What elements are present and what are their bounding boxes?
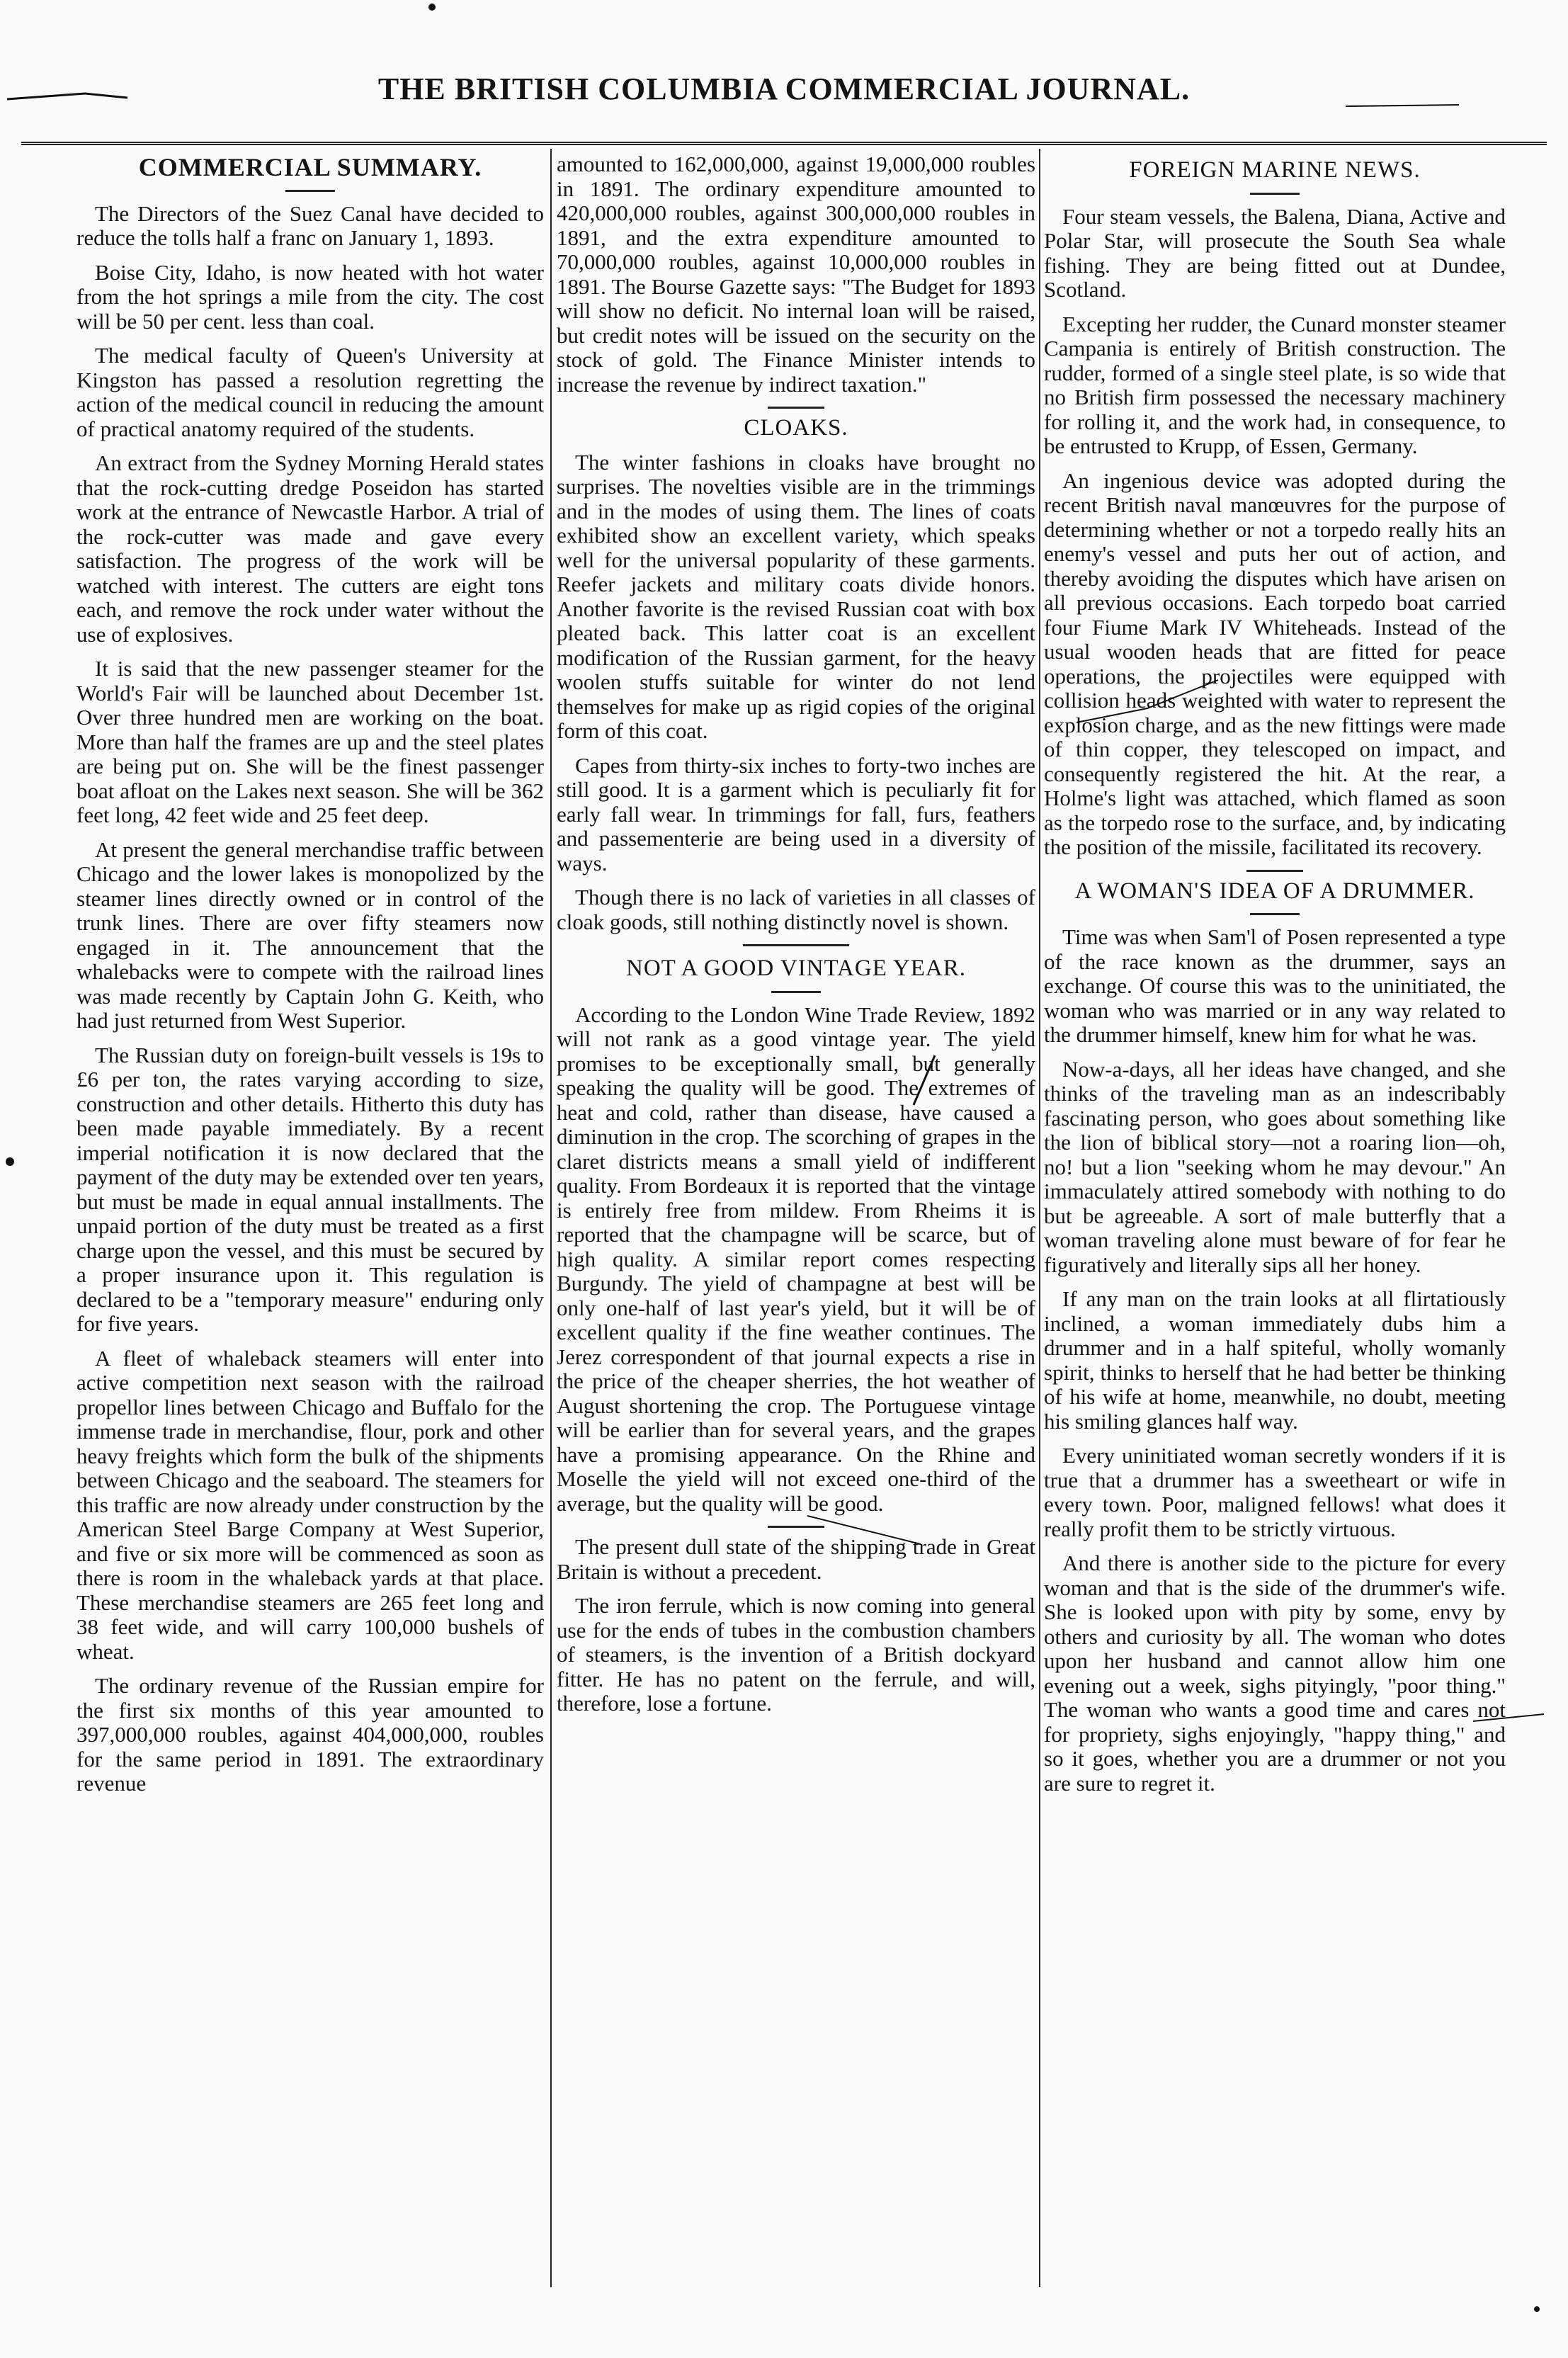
section-divider xyxy=(743,944,849,946)
article-paragraph: And there is another side to the picture for every woman and that is the side of the drummer's wife. She is looked upon with pity by some, envy by others and curiosity by all. The woman who dotes upon her husband and cannot allow him one evening out a week, sighs pityingly, "poor thing." The woman who wants a good time and cares not for propriety, sighs enjoyingly, "happy thing," and so it goes, whether you are a drummer or not you are sure to regret it. xyxy=(1044,1551,1506,1796)
article-paragraph: Four steam vessels, the Balena, Diana, Active and Polar Star, will prosecute the South Sea whale fishing. They are being fitted out at Dundee, Scotland. xyxy=(1044,203,1506,302)
article-paragraph: Now-a-days, all her ideas have changed, and she thinks of the traveling man as an indescribably fascinating person, who goes about something like the lion of biblical story—not a roaring lion—oh, no! but a lion "seeking whom he may devour." An immaculately attired somebody with nothing to do but be agreeable. A sort of male butterfly that a woman traveling alone must beware of for fear he figuratively and literally sips all her honey. xyxy=(1044,1056,1506,1277)
article-title: CLOAKS. xyxy=(744,415,848,441)
section-divider xyxy=(1246,870,1303,872)
article-paragraph: Excepting her rudder, the Cunard monster steamer Campania is entirely of British construction. The rudder, formed of a single steel plate, is so wide that no British firm possessed the necessary machinery for rolling it, and the work had, in consequence, to be entrusted to Krupp, of Essen, Germany. xyxy=(1044,311,1506,458)
masthead-title: THE BRITISH COLUMBIA COMMERCIAL JOURNAL. xyxy=(377,72,1191,106)
article-paragraph: If any man on the train looks at all flirtatiously inclined, a woman immediately dubs him a drummer and in a half spiteful, wholly womanly spirit, thinks to herself that he had better be thinking of his wife at home, meanwhile, no doubt, meeting his smiling glances half way. xyxy=(1044,1286,1506,1434)
article-paragraph: An ingenious device was adopted during the recent British naval manœuvres for the purpose of determining whether or not a torpedo really hits an enemy's vessel and puts her out of action, and thereby avoiding the disputes which have arisen on all previous occasions. Each torpedo boat carried four Fiume Mark IV Whiteheads. Instead of the usual wooden heads that are fitted for peace operations, the projectiles were equipped with collision heads weighted with water to represent the explosion charge, and as the new fittings were made of thin copper, they telescoped on impact, and consequently registered the hit. At the rear, a Holme's light was attached, which flamed as soon as the torpedo rose to the surface, and, by indicating the position of the missile, facilitated its recovery. xyxy=(1044,467,1506,859)
article-paragraph: An extract from the Sydney Morning Herald states that the rock-cutting dredge Poseidon has started work at the entrance of Newcastle Harbor. A trial of the rock-cutter was made and gave every satisfaction. The progress of the work will be watched with interest. The cutters are eight tons each, and remove the rock under water without the use of explosives. xyxy=(76,450,544,647)
article-paragraph: Though there is no lack of varieties in all classes of cloak goods, still nothing distinctly novel is shown. xyxy=(557,885,1035,934)
section-divider xyxy=(768,407,824,409)
column-middle xyxy=(557,152,1035,2280)
article-title: A WOMAN'S IDEA OF A DRUMMER. xyxy=(1074,878,1475,904)
article-title: FOREIGN MARINE NEWS. xyxy=(1129,157,1421,183)
column-divider xyxy=(550,149,552,2287)
article-paragraph: The ordinary revenue of the Russian empire for the first six months of this year amounted to 397,000,000 roubles, against 404,000,000, roubles for the same period in 1891. The extraordinary revenue xyxy=(76,1673,544,1796)
article-paragraph: The iron ferrule, which is now coming into general use for the ends of tubes in the combustion chambers of steamers, is the invention of a British dockyard fitter. He has no patent on the ferrule, and will, therefore, lose a fortune. xyxy=(557,1593,1035,1716)
title-rule xyxy=(1250,913,1300,915)
title-rule xyxy=(771,991,821,993)
article-paragraph: The winter fashions in cloaks have brought no surprises. The novelties visible are in the trimmings and in the modes of using them. The lines of coats exhibited show an excellent variety, which speaks well for the universal popularity of these garments. Reefer jackets and military coats divide honors. Another favorite is the revised Russian coat with box pleated back. This latter coat is an excellent modification of the Russian garment, for the heavy woolen stuffs suitable for winter do not lend themselves for make up as rigid copies of the original form of this coat. xyxy=(557,449,1035,743)
article-paragraph: At present the general merchandise traffic between Chicago and the lower lakes is monopolized by the steamer lines directly owned or in control of the trunk lines. There are over fifty steamers now engaged in it. The announcement that the whalebacks were to compete with the railroad lines was made recently by Captain John G. Keith, who had just returned from West Superior. xyxy=(76,837,544,1033)
title-rule xyxy=(285,190,335,192)
article-title: COMMERCIAL SUMMARY. xyxy=(138,153,482,181)
masthead-rule xyxy=(21,142,1547,145)
title-rule xyxy=(1250,193,1300,195)
article-paragraph: According to the London Wine Trade Review, 1892 will not rank as a good vintage year. The yield promises to be exceptionally small, but generally speaking the quality will be good. The extremes of heat and cold, rather than disease, have caused a diminution in the crop. The scorching of grapes in the claret districts means a small yield of indifferent quality. From Bordeaux it is reported that the vintage is entirely free from mildew. From Rheims it is reported that the champagne will be scarce, but of high quality. A similar report comes respecting Burgundy. The yield of champagne at best will be only one-half of last year's yield, but it will be of excellent quality if the fine weather continues. The Jerez correspondent of that journal expects a rise in the price of the cheaper sherries, the hot weather of August shortening the crop. The Portuguese vintage will be earlier than for several years, and the grapes have a promising appearance. On the Rhine and Moselle the yield will not exceed one-third of the average, but the quality will be good. xyxy=(557,1002,1035,1516)
column-commercial-summary xyxy=(76,152,544,2280)
article-paragraph: Time was when Sam'l of Posen represented a type of the race known as the drummer, says an exchange. Of course this was to the uninitiated, the woman who was married or in any way related to the drummer himself, knew him for what he was. xyxy=(1044,924,1506,1047)
column-right xyxy=(1044,152,1506,2280)
article-paragraph: The Russian duty on foreign-built vessels is 19s to £6 per ton, the rates varying according to size, construction and other details. Hitherto this duty has been made payable immediately. By a recent imperial notification it is now declared that the payment of the duty may be extended over ten years, but must be made in equal annual installments. The unpaid portion of the duty must be treated as a first charge upon the vessel, and this must be secured by a proper insurance upon it. This regulation is declared to be a "temporary measure" enduring only for five years. xyxy=(76,1042,544,1336)
article-paragraph: A fleet of whaleback steamers will enter into active competition next season with the railroad propellor lines between Chicago and Buffalo for the immense trade in merchandise, flour, pork and other heavy freights which form the bulk of the shipments between Chicago and the seaboard. The steamers for this traffic are now already under construction by the American Steel Barge Company at West Superior, and five or six more will be commenced as soon as there is room in the whaleback yards at that place. These merchandise steamers are 265 feet long and 38 feet wide, and will carry 100,000 bushels of wheat. xyxy=(76,1345,544,1664)
article-title: NOT A GOOD VINTAGE YEAR. xyxy=(626,956,966,981)
article-paragraph: The medical faculty of Queen's University at Kingston has passed a resolution regretting the action of the medical council in reducing the amount of practical anatomy required of the students. xyxy=(76,343,544,441)
article-paragraph: The Directors of the Suez Canal have decided to reduce the tolls half a franc on January 1, 1893. xyxy=(76,200,544,250)
section-divider xyxy=(768,1526,824,1528)
article-paragraph: amounted to 162,000,000, against 19,000,000 roubles in 1891. The ordinary expenditure amounted to 420,000,000 roubles, against 300,000,000 roubles in 1891, and the extra expenditure amounted to 70,000,000 roubles, against 10,000,000 roubles in 1891. The Bourse Gazette says: "The Budget for 1893 will show no deficit. No internal loan will be raised, but credit notes will be issued on the security on the stock of gold. The Finance Minister intends to increase the revenue by indirect taxation." xyxy=(557,152,1035,397)
article-paragraph: Every uninitiated woman secretly wonders if it is true that a drummer has a sweetheart or wife in every town. Poor, maligned fellows! what does it really profit them to be strictly virtuous. xyxy=(1044,1443,1506,1541)
column-divider xyxy=(1039,149,1040,2287)
article-paragraph: The present dull state of the shipping trade in Great Britain is without a precedent. xyxy=(557,1534,1035,1584)
article-paragraph: Boise City, Idaho, is now heated with hot water from the hot springs a mile from the city. The cost will be 50 per cent. less than coal. xyxy=(76,259,544,334)
article-paragraph: Capes from thirty-six inches to forty-two inches are still good. It is a garment which is peculiarly fit for early fall wear. In trimmings for fall, furs, feathers and passementerie are being used in a diversity of ways. xyxy=(557,752,1035,875)
article-paragraph: It is said that the new passenger steamer for the World's Fair will be launched about December 1st. Over three hundred men are working on the boat. More than half the frames are up and the steel plates are being put on. She will be the finest passenger boat afloat on the Lakes next season. She will be 362 feet long, 42 feet wide and 25 feet deep. xyxy=(76,656,544,827)
